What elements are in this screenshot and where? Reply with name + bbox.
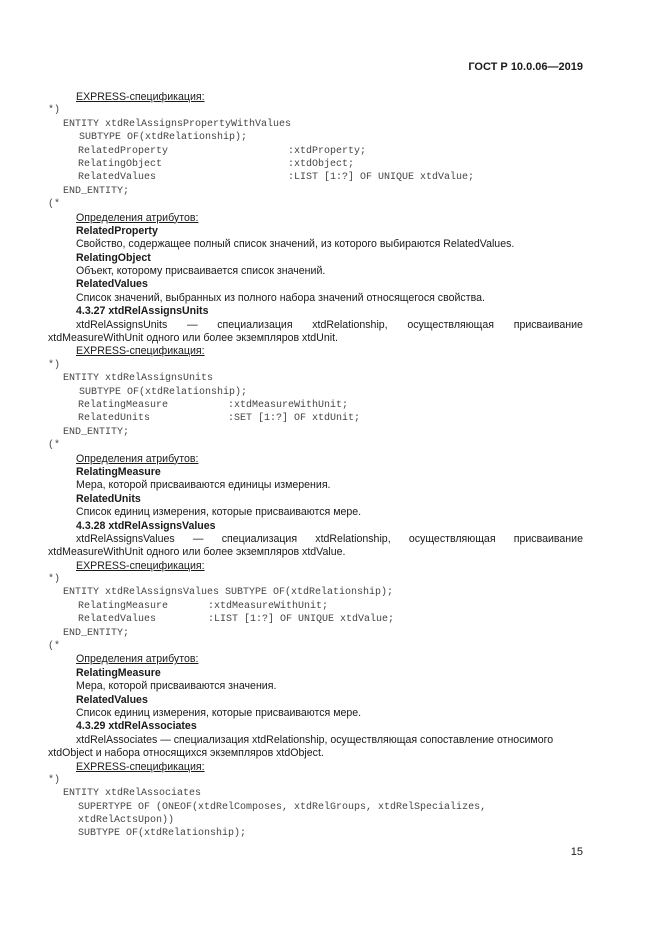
express-heading: EXPRESS-спецификация:: [76, 91, 205, 103]
code-close: (*: [48, 199, 61, 211]
code-supertype: SUPERTYPE OF (ONEOF(xtdRelComposes, xtdRelGroups, xtdRelSpecializes,: [78, 801, 487, 813]
section-heading: 4.3.27 xtdRelAssignsUnits: [76, 305, 209, 318]
code-attr: RelatingMeasure :xtdMeasureWithUnit;: [78, 600, 329, 612]
code-attr: RelatedValues :LIST [1:?] OF UNIQUE xtdValue;: [78, 614, 395, 626]
code-subtype: SUBTYPE OF(xtdRelationship);: [79, 386, 248, 398]
section-heading: 4.3.29 xtdRelAssociates: [76, 720, 197, 733]
code-attr: RelatedProperty :xtdProperty;: [78, 145, 367, 157]
definition-term: RelatedUnits: [76, 492, 141, 505]
code-attr: RelatingObject :xtdObject;: [78, 158, 355, 170]
code-open: *): [48, 105, 61, 117]
code-subtype: SUBTYPE OF(xtdRelationship);: [79, 132, 248, 144]
code-supertype-cont: xtdRelActsUpon)): [78, 815, 175, 827]
code-close: (*: [48, 440, 61, 452]
definition-text: Список единиц измерения, которые присваиваются мере.: [76, 706, 362, 719]
express-heading: EXPRESS-спецификация:: [76, 559, 205, 572]
section-description: xtdRelAssociates — специализация xtdRelationship, осуществляющая сопоставление относимого: [76, 733, 554, 746]
express-heading: EXPRESS-спецификация:: [76, 345, 205, 358]
definition-term: RelatingObject: [76, 251, 151, 264]
section-description-cont: xtdMeasureWithUnit одного или более экземпляров xtdUnit.: [48, 332, 338, 345]
definition-text: Список единиц измерения, которые присваиваются мере.: [76, 506, 362, 519]
code-open: *): [48, 574, 61, 586]
code-end: END_ENTITY;: [63, 185, 130, 197]
definitions-heading: Определения атрибутов:: [76, 452, 199, 465]
code-end: END_ENTITY;: [63, 627, 130, 639]
definition-term: RelatedProperty: [76, 224, 158, 237]
definitions-heading: Определения атрибутов:: [76, 211, 199, 224]
code-close: (*: [48, 641, 61, 653]
code-attr: RelatedUnits :SET [1:?] OF xtdUnit;: [78, 413, 361, 425]
definitions-heading: Определения атрибутов:: [76, 653, 199, 666]
code-entity: ENTITY xtdRelAssignsUnits: [63, 373, 214, 385]
definition-text: Объект, которому присваивается список значений.: [76, 265, 326, 278]
definition-text: Список значений, выбранных из полного набора значений относящегося свойства.: [76, 291, 485, 304]
code-open: *): [48, 359, 61, 371]
code-entity: ENTITY xtdRelAssignsPropertyWithValues: [63, 118, 292, 130]
definition-term: RelatedValues: [76, 278, 148, 291]
code-subtype: SUBTYPE OF(xtdRelationship);: [78, 828, 247, 840]
document-header: ГОСТ Р 10.0.06—2019: [468, 61, 583, 73]
code-attr: RelatingMeasure :xtdMeasureWithUnit;: [78, 399, 349, 411]
code-entity: ENTITY xtdRelAssociates: [63, 788, 202, 800]
section-description-cont: xtdObject и набора относящихся экземпляров xtdObject.: [48, 747, 324, 760]
code-open: *): [48, 774, 61, 786]
definition-term: RelatedValues: [76, 693, 148, 706]
code-entity: ENTITY xtdRelAssignsValues SUBTYPE OF(xtdRelationship);: [63, 587, 394, 599]
document-body: [48, 91, 583, 841]
definition-text: Свойство, содержащее полный список значений, из которого выбираются RelatedValues.: [76, 238, 515, 251]
section-description-cont: xtdMeasureWithUnit одного или более экземпляров xtdValue.: [48, 546, 346, 559]
definition-term: RelatingMeasure: [76, 465, 161, 478]
express-heading: EXPRESS-спецификация:: [76, 760, 205, 773]
section-heading: 4.3.28 xtdRelAssignsValues: [76, 519, 216, 532]
section-description: xtdRelAssignsValues — специализация xtdRelationship, осуществляющая присваивание: [76, 532, 583, 545]
definition-text: Мера, которой присваиваются единицы измерения.: [76, 479, 331, 492]
definition-term: RelatingMeasure: [76, 666, 161, 679]
code-end: END_ENTITY;: [63, 426, 130, 438]
definition-text: Мера, которой присваиваются значения.: [76, 680, 277, 693]
section-description: xtdRelAssignsUnits — специализация xtdRelationship, осуществляющая присваивание: [76, 318, 583, 331]
page-number: 15: [570, 846, 583, 858]
code-attr: RelatedValues :LIST [1:?] OF UNIQUE xtdValue;: [78, 172, 475, 184]
